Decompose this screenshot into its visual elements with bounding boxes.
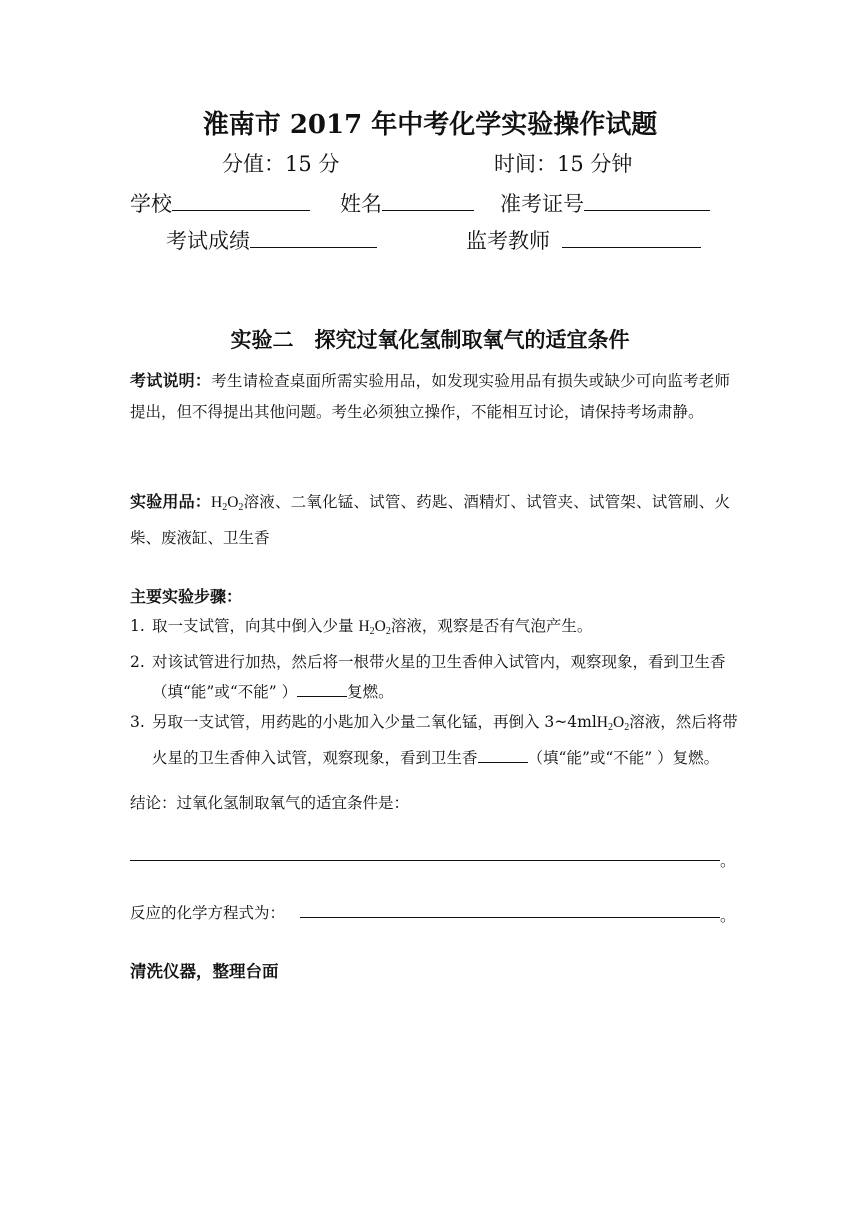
exam-id-label: 准考证号 — [500, 192, 584, 216]
step-number: 2. — [130, 653, 145, 671]
list-item — [130, 647, 740, 707]
proctor-field-row — [466, 225, 701, 255]
step-number: 3. — [130, 713, 145, 731]
grade-label: 考试成绩 — [166, 229, 250, 253]
answer-blank[interactable] — [478, 744, 528, 763]
instructions-label: 考试说明： — [130, 371, 212, 390]
proctor-blank[interactable] — [562, 225, 701, 248]
supplies-paragraph — [130, 486, 730, 554]
supplies-text: 溶液、二氧化锰、试管、药匙、酒精灯、试管夹、试管架、试管刷、火柴、废液缸、卫生香 — [130, 493, 730, 547]
name-blank[interactable] — [382, 188, 474, 211]
equation-answer-line[interactable] — [300, 917, 720, 918]
name-label: 姓名 — [340, 192, 382, 216]
page-title: 淮南市 2017 年中考化学实验操作试题 — [202, 110, 658, 140]
step-text: 取一支试管，向其中倒入少量 — [152, 617, 359, 635]
school-label: 学校 — [130, 192, 172, 216]
conclusion-answer-line[interactable] — [130, 860, 720, 861]
exam-id-blank[interactable] — [584, 188, 710, 211]
answer-blank[interactable] — [297, 678, 347, 697]
period-mark: 。 — [720, 852, 736, 870]
name-field-row — [340, 188, 474, 218]
equation-label: 反应的化学方程式为： — [130, 904, 286, 922]
exam-id-field-row — [500, 188, 710, 218]
steps-list — [130, 611, 740, 773]
conclusion-label: 结论：过氧化氢制取氧气的适宜条件是： — [130, 794, 410, 812]
proctor-label: 监考教师 — [466, 229, 550, 253]
time-label: 时间：15 分钟 — [494, 152, 633, 176]
step-text: 溶液，然后将带火星的卫生香伸入试管，观察现象，看到卫生香 — [152, 713, 738, 767]
instructions-paragraph — [130, 365, 730, 428]
h2o2-formula: $H_2O_2$ — [210, 494, 244, 513]
step-text: 复燃。 — [347, 683, 394, 701]
school-field-row — [130, 188, 310, 218]
instructions-text: 考生请检查桌面所需实验用品，如发现实验用品有损失或缺少可向监考老师提出，但不得提出其他问题。考生必须独立操作，不能相互讨论，请保持考场肃静。 — [130, 372, 730, 421]
school-blank[interactable] — [172, 188, 310, 211]
grade-field-row — [166, 225, 377, 255]
step-text: 另取一支试管，用药匙的小匙加入少量二氧化锰，再倒入 3~4ml — [152, 713, 597, 731]
step-number: 1. — [130, 617, 145, 635]
step-text: 溶液，观察是否有气泡产生。 — [390, 617, 593, 635]
step-text: （填“能”或“不能” ）复燃。 — [527, 749, 720, 767]
score-label: 分值：15 分 — [222, 152, 340, 176]
cleanup-heading: 清洗仪器，整理台面 — [130, 962, 279, 981]
list-item — [130, 707, 740, 773]
period-mark: 。 — [720, 907, 736, 925]
h2o2-formula: $H_2O_2$ — [596, 714, 630, 733]
supplies-label: 实验用品： — [130, 492, 211, 511]
grade-blank[interactable] — [250, 225, 377, 248]
list-item — [130, 611, 740, 647]
step-text: 对该试管进行加热，然后将一根带火星的卫生香伸入试管内，观察现象，看到卫生香（填“能”或“不能” ） — [152, 653, 726, 701]
experiment-title: 实验二 探究过氧化氢制取氧气的适宜条件 — [230, 327, 630, 352]
steps-heading: 主要实验步骤： — [130, 587, 243, 606]
h2o2-formula: $H_2O_2$ — [358, 618, 391, 637]
